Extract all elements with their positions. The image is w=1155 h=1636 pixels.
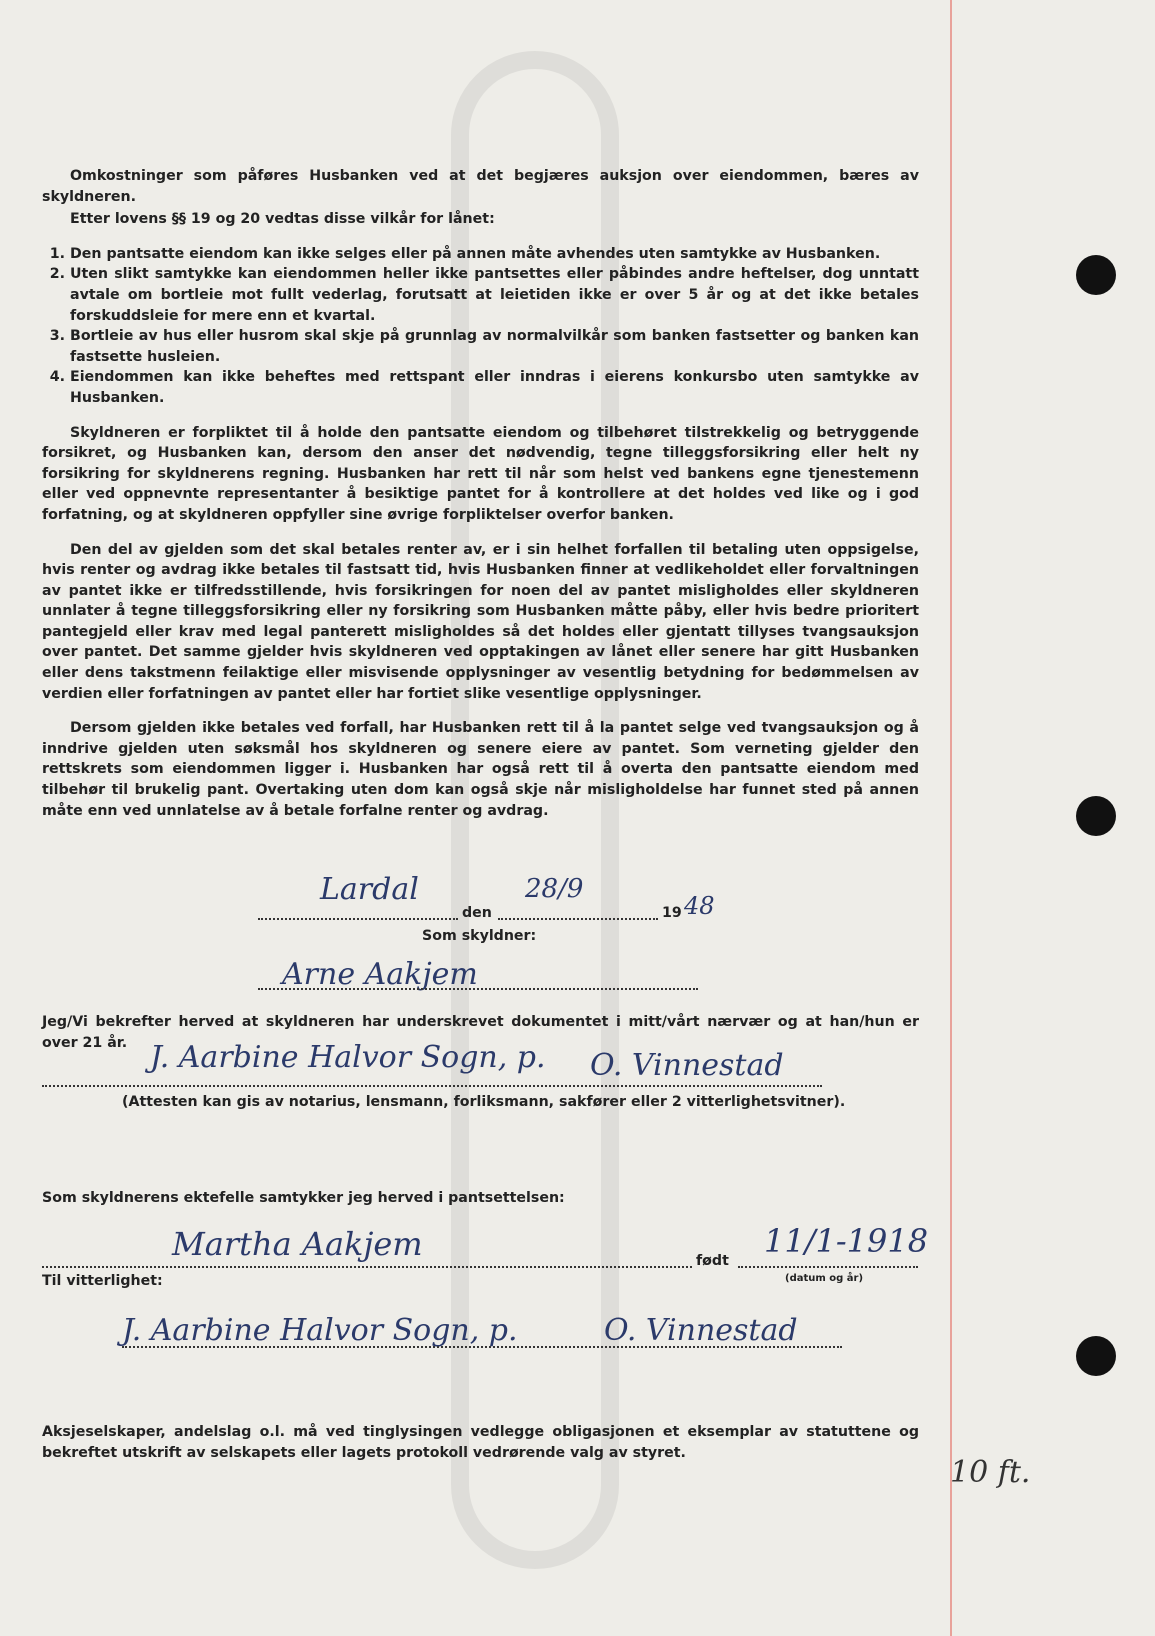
date-signature: 28/9 bbox=[525, 874, 584, 904]
year-prefix: 19 bbox=[662, 905, 682, 921]
witness-signature-1a: J. Aarbine Halvor Sogn, p. bbox=[150, 1040, 546, 1075]
condition-item: 2. Uten slikt samtykke kan eiendommen heller ikke pantsettes eller påbindes andre heftelser, dog unntatt avtale om bortleie mot fullt vederlag, forutsatt at leietiden ikke er over 5 år og at det ikke betales forskuddsleie for mere enn et kvartal. bbox=[70, 264, 919, 326]
red-margin-line bbox=[950, 0, 952, 1636]
born-date: 11/1-1918 bbox=[764, 1222, 929, 1260]
debtor-dotted-line bbox=[258, 988, 698, 990]
born-note: (datum og år) bbox=[785, 1273, 864, 1284]
place-dotted-line bbox=[258, 918, 458, 920]
witness-dotted-line-1 bbox=[42, 1085, 822, 1087]
born-label: født bbox=[696, 1253, 729, 1269]
paragraph-costs: Omkostninger som påføres Husbanken ved at det begjæres auksjon over eiendommen, bæres av skyldneren. bbox=[42, 168, 919, 205]
spouse-signature: Martha Aakjem bbox=[172, 1225, 423, 1263]
witness-signature-2b: O. Vinnestad bbox=[604, 1313, 798, 1348]
body-text bbox=[42, 166, 919, 821]
footer-note: Aksjeselskaper, andelslag o.l. må ved tinglysingen vedlegge obligasjonen et eksemplar av statuttene og bekreftet utskrift av selskapets eller lagets protokoll vedrørende valg av styret. bbox=[42, 1424, 919, 1461]
spouse-dotted-line bbox=[42, 1266, 692, 1268]
punch-hole bbox=[1076, 255, 1116, 295]
debtor-signature: Arne Aakjem bbox=[282, 957, 478, 992]
witness-dotted-line-2 bbox=[122, 1346, 842, 1348]
confirm-text: Jeg/Vi bekrefter herved at skyldneren har underskrevet dokumentet i mitt/vårt nærvær og at han/hun er over 21 år. bbox=[42, 1014, 919, 1051]
paragraph-insurance: Skyldneren er forpliktet til å holde den pantsatte eiendom og tilbehøret tilstrekkelig og betryggende forsikret, og Husbanken kan, dersom den anser det nødvendig, tegne tilleggsforsikring eller helt ny forsikring for skyldnerens regning. Husbanken har rett til når som helst ved bankens egne tjenestemenn eller ved oppnevnte representanter å besiktige pantet for å kontrollere at det holdes ved like og i god forfatning, og at skyldneren oppfyller sine øvrige forpliktelser overfor banken. bbox=[42, 424, 919, 523]
spouse-consent-text: Som skyldnerens ektefelle samtykker jeg herved i pantsettelsen: bbox=[42, 1190, 565, 1206]
witness-label: Til vitterlighet: bbox=[42, 1273, 163, 1289]
witness-signature-2a: J. Aarbine Halvor Sogn, p. bbox=[122, 1313, 518, 1348]
den-label: den bbox=[462, 905, 492, 921]
condition-item: 4. Eiendommen kan ikke beheftes med rettspant eller inndras i eierens konkursbo uten samtykke av Husbanken. bbox=[70, 367, 919, 408]
date-dotted-line bbox=[498, 918, 658, 920]
witness-signature-1b: O. Vinnestad bbox=[590, 1048, 784, 1083]
debtor-label: Som skyldner: bbox=[422, 928, 537, 944]
born-dotted-line bbox=[738, 1266, 918, 1268]
paragraph-default: Den del av gjelden som det skal betales renter av, er i sin helhet forfallen til betaling uten oppsigelse, hvis renter og avdrag ikke betales til fastsatt tid, hvis Husbanken finner at vedlikeholdet eller forvaltningen av pantet ikke er tilfredsstillende, hvis forsikringen for noen del av pantet misligholdes eller skyldneren unnlater å tegne tilleggsforsikring eller ny forsikring som Husbanken måtte påby, eller hvis bedre prioritert pantegjeld eller krav med legal panterett misligholdes så det holdes eller gjentatt tillyses tvangsauksjon over pantet. Det samme gjelder hvis skyldneren ved opptakingen av lånet eller senere har gitt Husbanken eller dens takstmenn feilaktige eller misvisende opplysninger av vesentlig betydning for bedømmelsen av verdien eller forfatningen av pantet eller har fortiet slike vesentlige opplysninger. bbox=[42, 541, 919, 702]
punch-hole bbox=[1076, 1336, 1116, 1376]
attest-note: (Attesten kan gis av notarius, lensmann, forliksmann, sakfører eller 2 vitterlighetsvitner). bbox=[122, 1094, 846, 1110]
condition-item: 3. Bortleie av hus eller husrom skal skje på grunnlag av normalvilkår som banken fastsetter og banken kan fastsette husleien. bbox=[70, 326, 919, 367]
place-signature: Lardal bbox=[320, 872, 419, 907]
conditions-list bbox=[42, 244, 919, 409]
condition-item: 1. Den pantsatte eiendom kan ikke selges eller på annen måte avhendes uten samtykke av Husbanken. bbox=[70, 244, 919, 265]
margin-note: 10 ft. bbox=[950, 1455, 1031, 1490]
punch-hole bbox=[1076, 796, 1116, 836]
paragraph-enforcement: Dersom gjelden ikke betales ved forfall, har Husbanken rett til å la pantet selge ved tvangsauksjon og å inndrive gjelden uten søksmål hos skyldneren og senere eiere av pantet. Som verneting gjelder den rettskrets som eiendommen ligger i. Husbanken har også rett til å overta den pantsatte eiendom med tilbehør til brukelig pant. Overtaking uten dom kan også skje når misligholdelse har funnet sted på annen måte enn ved unnlatelse av å betale forfalne renter og avdrag. bbox=[42, 720, 919, 819]
year-suffix: 48 bbox=[684, 892, 715, 920]
paragraph-conditions-intro: Etter lovens §§ 19 og 20 vedtas disse vilkår for lånet: bbox=[70, 211, 495, 228]
